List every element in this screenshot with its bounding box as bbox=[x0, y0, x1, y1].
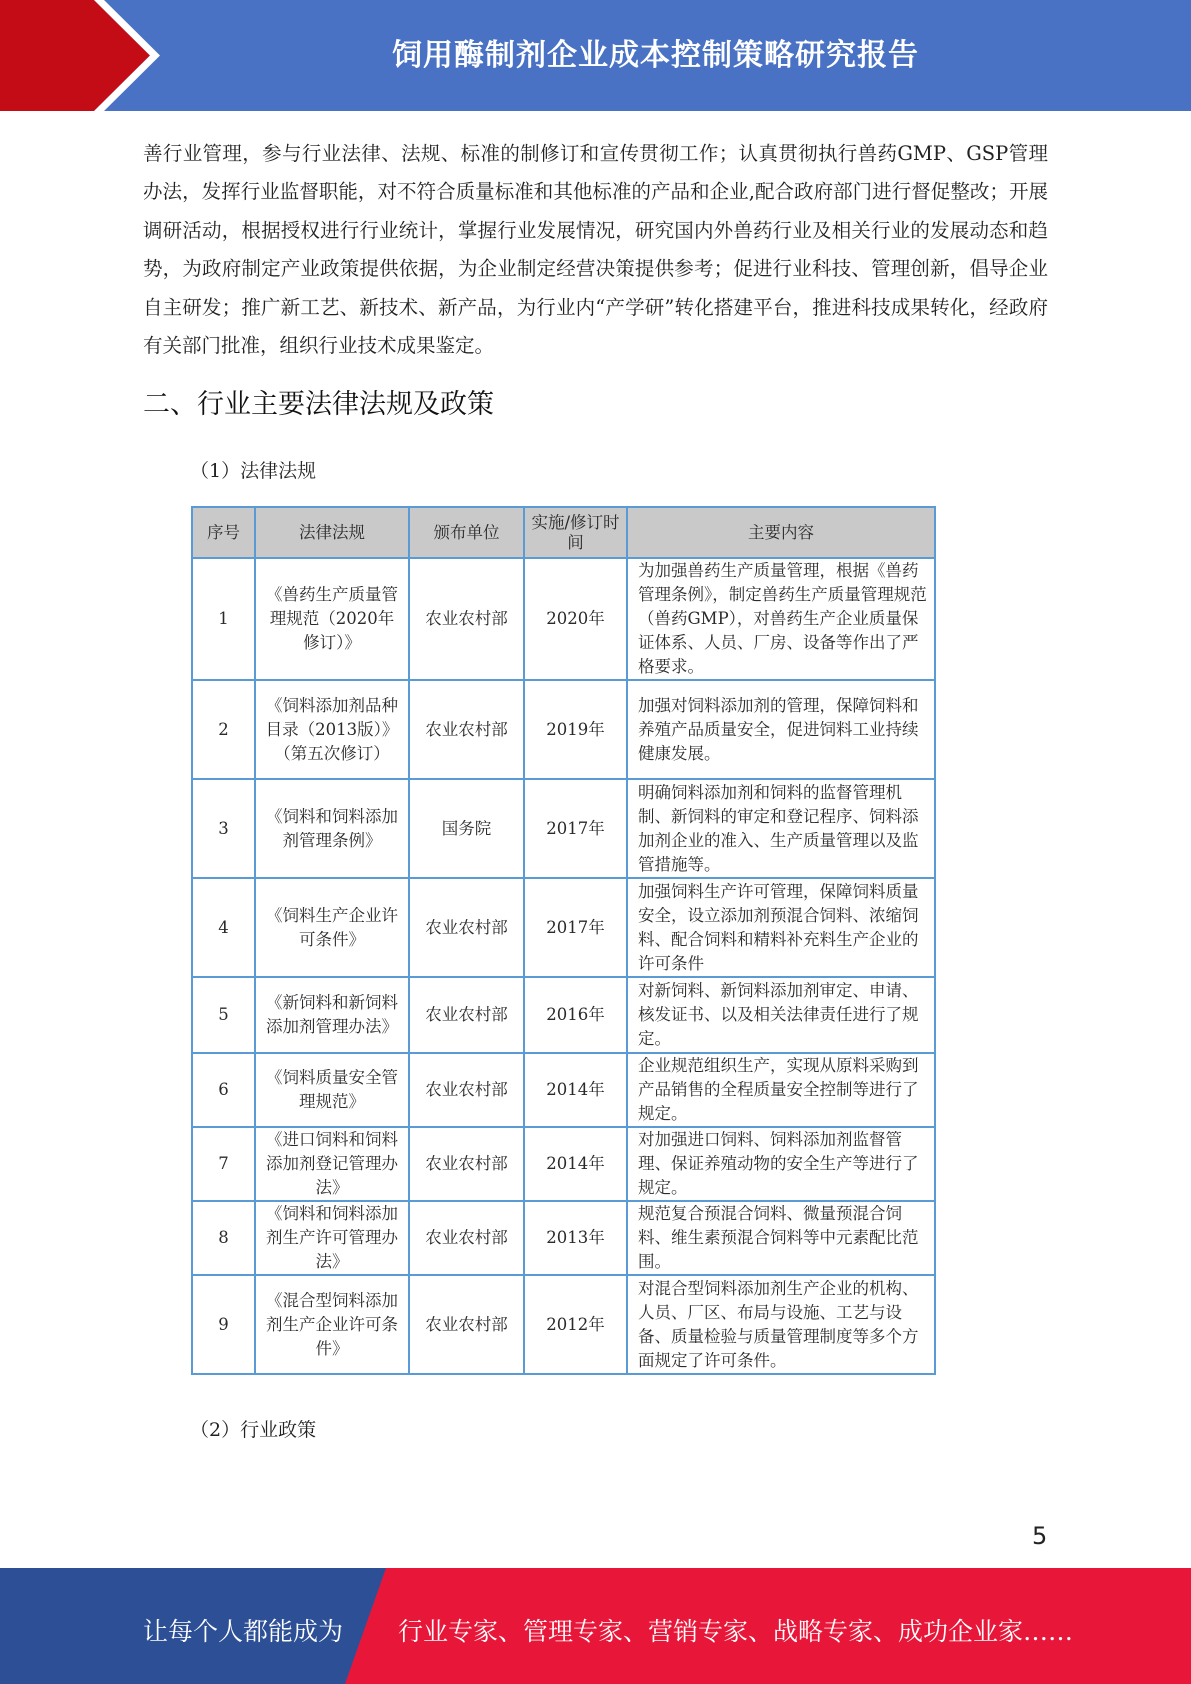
cell-issuer: 农业农村部 bbox=[409, 1053, 524, 1127]
table-row bbox=[192, 977, 935, 1053]
col-header-law: 法律法规 bbox=[255, 507, 409, 558]
cell-no: 1 bbox=[192, 558, 255, 680]
page-number: 5 bbox=[1032, 1522, 1048, 1550]
col-header-year: 实施/修订时间 bbox=[524, 507, 627, 558]
footer-slogan-right: 行业专家、管理专家、营销专家、战略专家、成功企业家…… bbox=[398, 1617, 1074, 1646]
cell-issuer: 农业农村部 bbox=[409, 558, 524, 680]
cell-no: 3 bbox=[192, 779, 255, 878]
table-row bbox=[192, 558, 935, 680]
cell-year: 2014年 bbox=[524, 1053, 627, 1127]
intro-paragraph: 善行业管理，参与行业法律、法规、标准的制修订和宣传贯彻工作；认真贯彻执行兽药GMP、GSP管理办法，发挥行业监督职能，对不符合质量标准和其他标准的产品和企业,配合政府部门进行督促整改；开展调研活动，根据授权进行行业统计，掌握行业发展情况，研究国内外兽药行业及相关行业的发展动态和趋势，为政府制定产业政策提供依据，为企业制定经营决策提供参考；促进行业科技、管理创新，倡导企业自主研发；推广新工艺、新技术、新产品，为行业内“产学研”转化搭建平台，推进科技成果转化，经政府有关部门批准，组织行业技术成果鉴定。 bbox=[143, 142, 1048, 358]
cell-content: 加强对饲料添加剂的管理，保障饲料和养殖产品质量安全，促进饲料工业持续健康发展。 bbox=[627, 680, 935, 779]
cell-law: 《饲料和饲料添加剂生产许可管理办法》 bbox=[255, 1201, 409, 1275]
cell-year: 2017年 bbox=[524, 878, 627, 977]
table-row bbox=[192, 878, 935, 977]
cell-year: 2019年 bbox=[524, 680, 627, 779]
cell-no: 2 bbox=[192, 680, 255, 779]
cell-law: 《新饲料和新饲料添加剂管理办法》 bbox=[255, 977, 409, 1053]
cell-issuer: 农业农村部 bbox=[409, 1127, 524, 1201]
cell-no: 9 bbox=[192, 1275, 255, 1374]
cell-law: 《混合型饲料添加剂生产企业许可条件》 bbox=[255, 1275, 409, 1374]
cell-no: 5 bbox=[192, 977, 255, 1053]
cell-year: 2014年 bbox=[524, 1127, 627, 1201]
cell-issuer: 农业农村部 bbox=[409, 1201, 524, 1275]
table-row bbox=[192, 1053, 935, 1127]
table-row bbox=[192, 1127, 935, 1201]
subheading-laws: （1）法律法规 bbox=[190, 460, 317, 482]
cell-issuer: 农业农村部 bbox=[409, 878, 524, 977]
section-heading: 二、行业主要法律法规及政策 bbox=[143, 389, 494, 420]
cell-year: 2012年 bbox=[524, 1275, 627, 1374]
cell-no: 6 bbox=[192, 1053, 255, 1127]
report-title: 饲用酶制剂企业成本控制策略研究报告 bbox=[392, 38, 919, 73]
cell-no: 7 bbox=[192, 1127, 255, 1201]
cell-issuer: 国务院 bbox=[409, 779, 524, 878]
cell-content: 对加强进口饲料、饲料添加剂监督管理、保证养殖动物的安全生产等进行了规定。 bbox=[627, 1127, 935, 1201]
cell-law: 《饲料生产企业许可条件》 bbox=[255, 878, 409, 977]
col-header-issuer: 颁布单位 bbox=[409, 507, 524, 558]
laws-table bbox=[191, 506, 936, 1375]
table-row bbox=[192, 680, 935, 779]
cell-year: 2017年 bbox=[524, 779, 627, 878]
table-row bbox=[192, 1275, 935, 1374]
cell-law: 《饲料添加剂品种目录（2013版）》（第五次修订） bbox=[255, 680, 409, 779]
table-row bbox=[192, 779, 935, 878]
cell-content: 企业规范组织生产，实现从原料采购到产品销售的全程质量安全控制等进行了规定。 bbox=[627, 1053, 935, 1127]
table-row bbox=[192, 1201, 935, 1275]
subheading-policies: （2）行业政策 bbox=[190, 1419, 317, 1441]
cell-year: 2013年 bbox=[524, 1201, 627, 1275]
cell-law: 《饲料质量安全管理规范》 bbox=[255, 1053, 409, 1127]
footer-slogan-left: 让每个人都能成为 bbox=[143, 1617, 344, 1646]
cell-law: 《兽药生产质量管理规范（2020年修订）》 bbox=[255, 558, 409, 680]
cell-content: 对混合型饲料添加剂生产企业的机构、人员、厂区、布局与设施、工艺与设备、质量检验与质量管理制度等多个方面规定了许可条件。 bbox=[627, 1275, 935, 1374]
cell-no: 4 bbox=[192, 878, 255, 977]
cell-content: 为加强兽药生产质量管理，根据《兽药管理条例》，制定兽药生产质量管理规范（兽药GMP），对兽药生产企业质量保证体系、人员、厂房、设备等作出了严格要求。 bbox=[627, 558, 935, 680]
cell-content: 对新饲料、新饲料添加剂审定、申请、核发证书、以及相关法律责任进行了规定。 bbox=[627, 977, 935, 1053]
cell-content: 明确饲料添加剂和饲料的监督管理机制、新饲料的审定和登记程序、饲料添加剂企业的准入、生产质量管理以及监管措施等。 bbox=[627, 779, 935, 878]
cell-year: 2016年 bbox=[524, 977, 627, 1053]
col-header-content: 主要内容 bbox=[627, 507, 935, 558]
cell-issuer: 农业农村部 bbox=[409, 977, 524, 1053]
cell-law: 《进口饲料和饲料添加剂登记管理办法》 bbox=[255, 1127, 409, 1201]
table-header-row bbox=[192, 507, 935, 558]
cell-year: 2020年 bbox=[524, 558, 627, 680]
cell-law: 《饲料和饲料添加剂管理条例》 bbox=[255, 779, 409, 878]
cell-content: 加强饲料生产许可管理，保障饲料质量安全，设立添加剂预混合饲料、浓缩饲料、配合饲料和精料补充料生产企业的许可条件 bbox=[627, 878, 935, 977]
col-header-no: 序号 bbox=[192, 507, 255, 558]
cell-content: 规范复合预混合饲料、微量预混合饲料、维生素预混合饲料等中元素配比范围。 bbox=[627, 1201, 935, 1275]
cell-no: 8 bbox=[192, 1201, 255, 1275]
cell-issuer: 农业农村部 bbox=[409, 1275, 524, 1374]
header-band bbox=[0, 0, 1191, 111]
cell-issuer: 农业农村部 bbox=[409, 680, 524, 779]
